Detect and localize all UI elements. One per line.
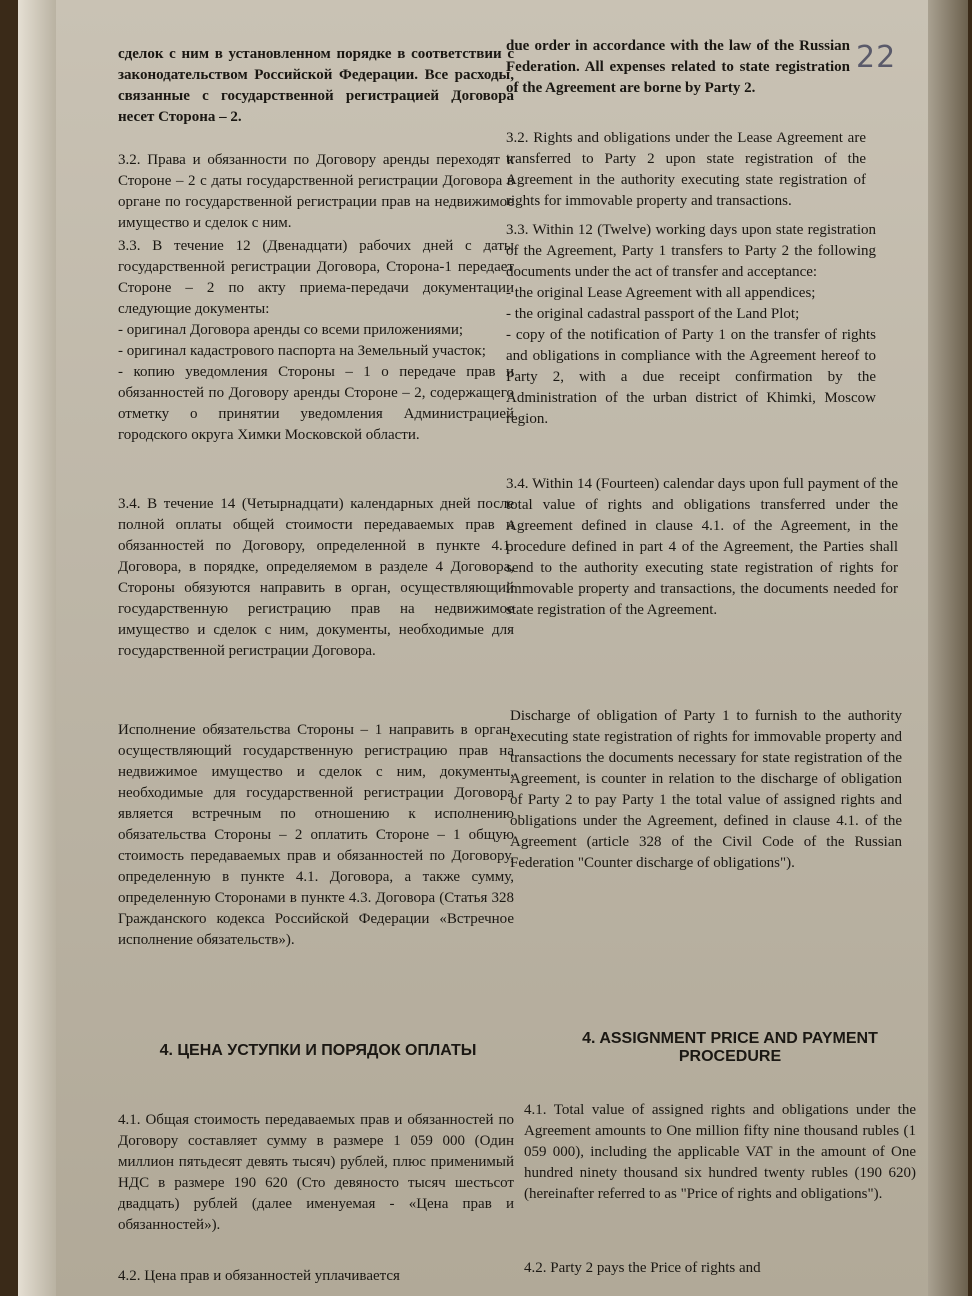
ru-clause-3-3: 3.3. В течение 12 (Двенадцати) рабочих дней с даты государственной регистрации Договора, Сторона-1 передает Стороне – 2 по акту приема-передачи документации следующие документы: - оригинал Договора аренды со всеми приложениями; - оригинал кадастрового паспорта на Земельный участок; - копию уведомления Стороны – 1 о передаче прав и обязанностей по Договору аренды Стороне – 2, содержащего отметку о принятии уведомления Администрацией городского округа Химки Московской области.: [118, 238, 514, 443]
page-edge: [928, 0, 968, 1296]
ru-section-4-heading: 4. ЦЕНА УСТУПКИ И ПОРЯДОК ОПЛАТЫ: [159, 1042, 477, 1059]
en-clause-3-2: 3.2. Rights and obligations under the Lease Agreement are transferred to Party 2 upon state registration of the Agreement in the authority executing state registration of rights for immovable property and transactions.: [506, 130, 866, 209]
handwritten-page-number: 22: [856, 40, 897, 75]
ru-clause-4-1: 4.1. Общая стоимость передаваемых прав и обязанностей по Договору составляет сумму в размере 1 059 000 (Один миллион пятьдесят девять тысяч) рублей, плюс применимый НДС в размере 190 620 (Сто девяносто тысяч шестьсот двадцать) рублей (далее именуемая - «Цена прав и обязанностей»).: [118, 1112, 514, 1233]
en-clause-4-2: 4.2. Party 2 pays the Price of rights and: [524, 1260, 761, 1276]
ru-clause-3-4: 3.4. В течение 14 (Четырнадцати) календарных дней после полной оплаты общей стоимости передаваемых прав и обязанностей по Договору, определенной в пункте 4.1. Договора, в порядке, определяемом в разделе 4 Договора, Стороны обязуются направить в орган, осуществляющий государственную регистрацию прав на недвижимое имущество и сделок с ним, документы, необходимые для государственной регистрации Договора.: [118, 496, 514, 659]
ru-clause-4-2: 4.2. Цена прав и обязанностей уплачивается: [118, 1268, 400, 1284]
en-clause-4-1: 4.1. Total value of assigned rights and obligations under the Agreement amounts to One million fifty nine thousand rubles (1 059 000), including the applicable VAT in the amount of One hundred ninety thousand six hundred twenty rubles (190 620) (hereinafter referred to as "Price of rights and obligations").: [524, 1102, 916, 1202]
en-paragraph-continuation: due order in accordance with the law of the Russian Federation. All expenses related to state registration of the Agreement are borne by Party 2.: [506, 38, 850, 96]
en-section-4-heading: 4. ASSIGNMENT PRICE AND PAYMENT PROCEDURE: [582, 1030, 878, 1065]
en-clause-3-4: 3.4. Within 14 (Fourteen) calendar days upon full payment of the total value of rights and obligations transferred under the Agreement defined in clause 4.1. of the Agreement, in the procedure defined in part 4 of the Agreement, the Parties shall send to the authority executing state registration of rights for immovable property and transactions, the documents needed for state registration of the Agreement.: [506, 476, 898, 618]
ru-counter-discharge: Исполнение обязательства Стороны – 1 направить в орган, осуществляющий государственную регистрацию прав на недвижимое имущество и сделок с ним, документы, необходимые для государственной регистрации Договора является встречным по отношению к исполнению обязательства Стороны – 2 оплатить Стороне – 1 общую стоимость передаваемых прав и обязанностей по Договору, определенную в пункте 4.1. Договора, а также сумму, определенную Сторонами в пункте 4.3. Договора (Статья 328 Гражданского кодекса Российской Федерации «Встречное исполнение обязательств»).: [118, 722, 514, 948]
ru-clause-3-2: 3.2. Права и обязанности по Договору аренды переходят к Стороне – 2 с даты государственной регистрации Договора в органе по государственной регистрации прав на недвижимое имущество и сделок с ним.: [118, 152, 514, 231]
document-page: [18, 0, 968, 1296]
en-clause-3-3: 3.3. Within 12 (Twelve) working days upon state registration of the Agreement, Party 1 transfers to Party 2 the following documents under the act of transfer and acceptance: - the original Lease Agreement with all appendices; - the original cadastral passport of the Land Plot; - copy of the notification of Party 1 on the transfer of rights and obligations in compliance with the Agreement hereof to Party 2, with a due receipt confirmation by the Administration of the urban district of Khimki, Moscow region.: [506, 222, 876, 427]
binding-shadow: [18, 0, 56, 1296]
ru-paragraph-continuation: сделок с ним в установленном порядке в соответствии с законодательством Российской Федерации. Все расходы, связанные с государственной регистрацией Договора несет Сторона – 2.: [118, 46, 514, 125]
en-counter-discharge: Discharge of obligation of Party 1 to furnish to the authority executing state registration of rights for immovable property and transactions the documents necessary for state registration of the Agreement, is counter in relation to the discharge of obligation of Party 2 to pay Party 1 the total value of assigned rights and obligations under the Agreement, defined in clause 4.1. of the Agreement (article 328 of the Civil Code of the Russian Federation "Counter discharge of obligations").: [510, 708, 902, 871]
